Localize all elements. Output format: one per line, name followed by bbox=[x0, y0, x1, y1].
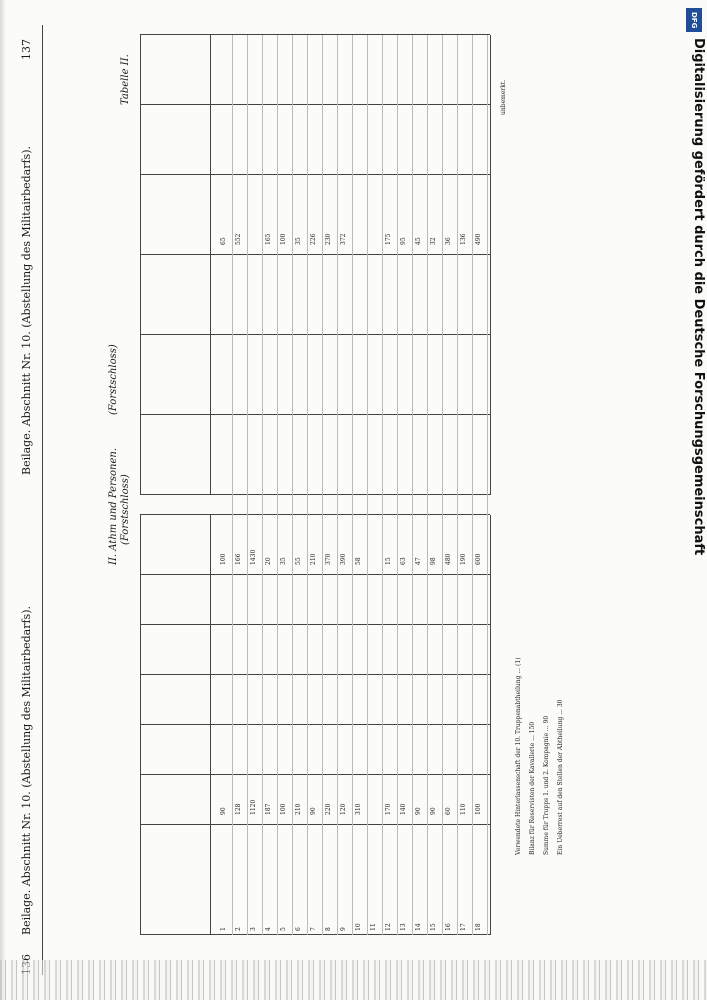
cell-value-a: 140 bbox=[400, 803, 407, 815]
cell-value-c: 226 bbox=[310, 233, 317, 245]
row-number: 18 bbox=[475, 923, 482, 931]
cell-value-a: 90 bbox=[220, 807, 227, 815]
cell-value-c: 175 bbox=[385, 233, 392, 245]
cell-value-a: 170 bbox=[385, 803, 392, 815]
row-number: 9 bbox=[340, 927, 347, 931]
bottom-note: Ein Ueberrest auf den Stellen der Abtheilung ... 30 bbox=[557, 699, 564, 855]
row-number: 4 bbox=[265, 927, 272, 931]
row-rule bbox=[307, 35, 308, 935]
row-rule bbox=[457, 35, 458, 935]
row-number: 11 bbox=[370, 923, 377, 931]
row-rule bbox=[487, 35, 488, 935]
rotated-document bbox=[20, 25, 685, 975]
cell-value-a: 220 bbox=[325, 803, 332, 815]
cell-value-b: 600 bbox=[475, 553, 482, 565]
row-number: 5 bbox=[280, 927, 287, 931]
cell-value-b: 1430 bbox=[250, 549, 257, 565]
cell-value-a: 187 bbox=[265, 803, 272, 815]
table-col-divider-1 bbox=[140, 824, 490, 825]
cell-value-b: 480 bbox=[445, 553, 452, 565]
cell-value-b: 47 bbox=[415, 557, 422, 565]
row-number: 17 bbox=[460, 923, 467, 931]
cell-value-b: 98 bbox=[430, 557, 437, 565]
dfg-banner-text: Digitalisierung gefördert durch die Deutsche Forschungsgemeinschaft bbox=[691, 38, 706, 556]
cell-value-c: 230 bbox=[325, 233, 332, 245]
cell-value-c: 45 bbox=[415, 237, 422, 245]
cell-value-b: 63 bbox=[400, 557, 407, 565]
table-col-divider-4 bbox=[140, 674, 490, 675]
page-header bbox=[20, 25, 40, 975]
row-number: 3 bbox=[250, 927, 257, 931]
cell-value-a: 90 bbox=[415, 807, 422, 815]
bottom-note: Summe für Trupps 1. und 2. Kompagnie ... 90 bbox=[543, 715, 550, 855]
cell-value-c: 35 bbox=[295, 237, 302, 245]
row-number: 13 bbox=[400, 923, 407, 931]
table-right-col-2 bbox=[140, 414, 490, 415]
table-col-divider-5 bbox=[140, 624, 490, 625]
table-top-rule-left bbox=[140, 515, 141, 935]
cell-value-b: 58 bbox=[355, 557, 362, 565]
table-right-col-1 bbox=[140, 494, 490, 495]
row-rule bbox=[322, 35, 323, 935]
table-bottom-rule-left bbox=[490, 515, 491, 935]
bottom-note: Bilanz für Reservisten der Kavallerie ... 150 bbox=[529, 721, 536, 855]
cell-value-a: 90 bbox=[310, 807, 317, 815]
row-rule bbox=[442, 35, 443, 935]
row-rule bbox=[382, 35, 383, 935]
table-col-divider-6 bbox=[140, 574, 490, 575]
table-col-divider-7 bbox=[140, 514, 490, 515]
left-header: Beilage. Abschnitt Nr. 10. (Abstellung des Militairbedarfs). bbox=[20, 606, 33, 935]
right-page-number: 137 bbox=[20, 39, 33, 60]
cell-value-c: 65 bbox=[220, 237, 227, 245]
cell-value-a: 110 bbox=[460, 803, 467, 815]
bottom-note: Verwendete Hinterlassenschaft der 10. Truppenabtheilung ... (1) bbox=[515, 657, 522, 855]
row-rule bbox=[292, 35, 293, 935]
subtitle-left: (Forstschloss) bbox=[120, 474, 131, 545]
header-rule bbox=[42, 25, 43, 975]
cell-value-c: 552 bbox=[235, 233, 242, 245]
tabelle-label: Tabelle II. bbox=[120, 54, 131, 105]
scan-shadow bbox=[0, 0, 6, 1000]
row-number: 8 bbox=[325, 927, 332, 931]
cell-value-c: 36 bbox=[445, 237, 452, 245]
row-number: 15 bbox=[430, 923, 437, 931]
row-rule bbox=[277, 35, 278, 935]
row-rule bbox=[337, 35, 338, 935]
row-number: 10 bbox=[355, 923, 362, 931]
cell-value-c: 490 bbox=[475, 233, 482, 245]
row-rule bbox=[472, 35, 473, 935]
row-rule bbox=[397, 35, 398, 935]
cell-value-b: 190 bbox=[460, 553, 467, 565]
cell-value-b: 100 bbox=[220, 553, 227, 565]
scan-edge-artifact bbox=[0, 960, 707, 1000]
row-number: 7 bbox=[310, 927, 317, 931]
cell-value-a: 120 bbox=[340, 803, 347, 815]
section-title: II. Athm und Personen. bbox=[108, 448, 119, 565]
cell-value-c: 136 bbox=[460, 233, 467, 245]
row-rule bbox=[352, 35, 353, 935]
subtitle-right: (Forstschloss) bbox=[108, 344, 119, 415]
table-right-col-5 bbox=[140, 174, 490, 175]
table-left-edge bbox=[140, 934, 490, 935]
row-rule bbox=[262, 35, 263, 935]
row-number: 12 bbox=[385, 923, 392, 931]
right-header: Beilage. Abschnitt Nr. 10. (Abstellung des Militairbedarfs). bbox=[20, 146, 33, 475]
table-col-divider-3 bbox=[140, 724, 490, 725]
dfg-banner bbox=[684, 8, 704, 592]
cell-value-c: 95 bbox=[400, 237, 407, 245]
cell-value-a: 100 bbox=[475, 803, 482, 815]
footnote-right: unbemerkt. bbox=[500, 79, 507, 115]
row-number: 1 bbox=[220, 927, 227, 931]
cell-value-a: 60 bbox=[445, 807, 452, 815]
cell-value-b: 15 bbox=[385, 557, 392, 565]
cell-value-b: 55 bbox=[295, 557, 302, 565]
table-col-divider-2 bbox=[140, 774, 490, 775]
cell-value-a: 100 bbox=[280, 803, 287, 815]
cell-value-a: 210 bbox=[295, 803, 302, 815]
table-right-col-4 bbox=[140, 254, 490, 255]
cell-value-a: 310 bbox=[355, 803, 362, 815]
table-head-rule-left bbox=[210, 515, 211, 935]
cell-value-a: 128 bbox=[235, 803, 242, 815]
cell-value-c: 100 bbox=[280, 233, 287, 245]
row-rule bbox=[427, 35, 428, 935]
cell-value-c: 165 bbox=[265, 233, 272, 245]
table-bottom-rule-right bbox=[490, 35, 491, 495]
row-rule bbox=[247, 35, 248, 935]
row-number: 14 bbox=[415, 923, 422, 931]
table-right-col-6 bbox=[140, 104, 490, 105]
cell-value-b: 20 bbox=[265, 557, 272, 565]
row-number: 16 bbox=[445, 923, 452, 931]
table-right-col-3 bbox=[140, 334, 490, 335]
cell-value-b: 35 bbox=[280, 557, 287, 565]
row-number: 2 bbox=[235, 927, 242, 931]
row-rule bbox=[412, 35, 413, 935]
row-rule bbox=[232, 35, 233, 935]
cell-value-b: 390 bbox=[340, 553, 347, 565]
cell-value-b: 166 bbox=[235, 553, 242, 565]
cell-value-b: 210 bbox=[310, 553, 317, 565]
table-right-edge bbox=[140, 34, 490, 35]
row-number: 6 bbox=[295, 927, 302, 931]
cell-value-c: 32 bbox=[430, 237, 437, 245]
row-rule bbox=[367, 35, 368, 935]
cell-value-a: 90 bbox=[430, 807, 437, 815]
cell-value-c: 372 bbox=[340, 233, 347, 245]
cell-value-b: 370 bbox=[325, 553, 332, 565]
cell-value-a: 1120 bbox=[250, 799, 257, 815]
dfg-logo: DFG bbox=[686, 8, 702, 32]
